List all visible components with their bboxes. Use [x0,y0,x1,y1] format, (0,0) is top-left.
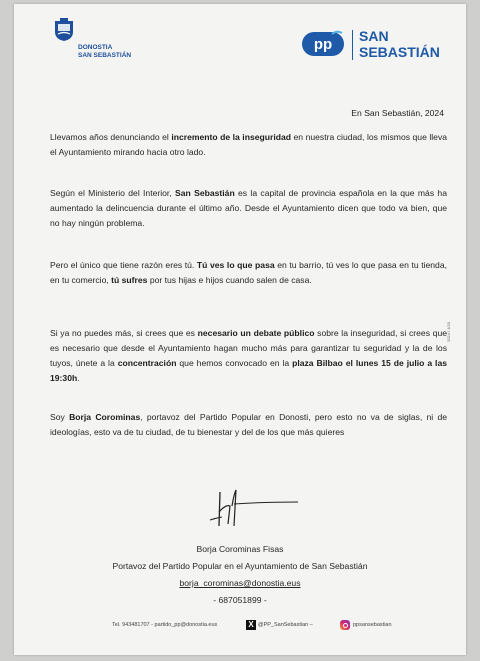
p1-bold: incremento de la inseguridad [171,132,292,142]
signatory-phone: - 687051899 - [213,595,267,605]
footer-x-handle: @PP_SanSebastian – [258,622,313,628]
p4-text-end: . [77,373,80,383]
p5-bold: Borja Corominas [69,412,141,422]
p2-bold: San Sebastián [175,188,235,198]
signatory-email[interactable]: borja_corominas@donostia.eus [179,578,301,588]
p4-text-mid: sobre la inseguridad, si crees que es necesario que desde el Ayuntamiento hagan mucho más para garantizar tu seguridad y la de los tuyos, únete a la [50,328,448,368]
p3-bold-2: tú sufres [111,275,148,285]
signatory-role: Portavoz del Partido Popular en el Ayuntamiento de San Sebastián [112,561,368,571]
paragraph-1 [50,130,447,160]
footer-instagram-handle: ppsansebastian [353,622,392,628]
paragraph-3 [50,258,447,288]
p4-bold-2: concentración [117,358,177,368]
letter-page [14,4,466,655]
side-print-note: 2024 / 1/20 [446,322,451,343]
p1-text-end: en nuestra ciudad, los mismos que lleva el Ayuntamiento mirando hacia otro lado. [50,132,448,157]
party-city-line1: SAN [359,28,389,44]
party-city-line2: SEBASTIÁN [359,44,440,60]
p4-bold: necesario un debate público [197,328,315,338]
signatory-name: Borja Corominas Fisas [196,544,284,554]
p2-text-end: es la capital de provincia española en la que más ha aumentado la delincuencia durante el último año. Desde el Ayuntamiento dicen que todo va bien, que no hay ningún problema. [50,188,447,228]
footer-contact: Tel. 943481707 - partido_pp@donostia.eus [112,622,218,628]
x-twitter-icon: X [246,620,256,630]
p4-bold-3: plaza Bilbao el lunes 15 de julio a las 19:30h [50,358,448,383]
p5-text: Soy [50,412,70,422]
donostia-city-logo [54,16,154,62]
p1-text: Llevamos años denunciando el [50,132,172,142]
letter-date: En San Sebastián, 2024 [351,108,444,118]
p3-text-mid: en tu barrio, tú ves lo que pasa en tu tienda, en tu comercio, [50,260,448,285]
paragraph-5 [50,410,447,440]
pp-logo-icon [302,30,344,58]
pp-acronym: pp [313,36,333,53]
p3-text: Pero el único que tiene razón eres tú. [50,260,197,270]
pp-party-logo [302,28,452,70]
instagram-icon [340,620,350,630]
p4-text: Si ya no puedes más, si crees que es [50,328,198,338]
city-shield-icon [54,18,74,42]
city-name-line2: SAN SEBASTIÁN [78,52,132,59]
paragraph-2 [50,186,447,231]
logo-divider [352,30,353,60]
p2-text: Según el Ministerio del Interior, [50,188,176,198]
letter-footer [50,620,440,634]
city-name-line1: DONOSTIA [78,44,113,51]
city-name [78,44,158,60]
paragraph-4 [50,326,447,386]
p4-text-mid-2: que hemos convocado en la [176,358,293,368]
party-city-name [359,28,459,60]
handwritten-signature [204,484,304,534]
p3-text-end: por tus hijas e hijos cuando salen de casa. [147,275,312,285]
p5-text-end: , portavoz del Partido Popular en Donosti, pero esto no va de siglas, ni de ideologías, esto va de tu ciudad, de tu bienestar y del de los que más quieres [50,412,447,437]
p3-bold: Tú ves lo que pasa [196,260,275,270]
